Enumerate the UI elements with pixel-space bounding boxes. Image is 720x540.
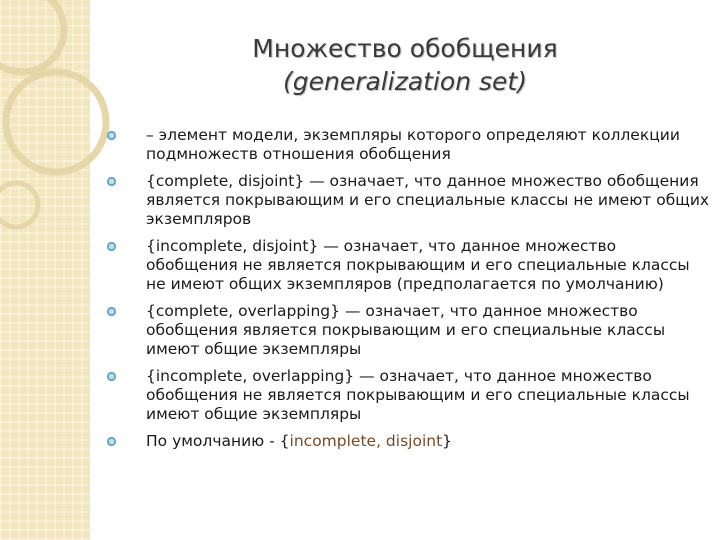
teal-ring-bullet-icon bbox=[106, 436, 117, 447]
bullet-text: – элемент модели, экземпляры которого определяют коллекции подмножеств отношения обобщения bbox=[146, 126, 680, 163]
teal-ring-bullet-icon bbox=[106, 241, 117, 252]
bullet-item bbox=[104, 126, 710, 164]
bullet-item bbox=[104, 432, 710, 451]
teal-ring-bullet-icon bbox=[106, 176, 117, 187]
bullet-item bbox=[104, 172, 710, 229]
bullet-list bbox=[104, 126, 710, 459]
slide-title bbox=[90, 32, 720, 98]
bullet-item bbox=[104, 367, 710, 424]
slide-title-line2: (generalization set) bbox=[283, 67, 527, 96]
teal-ring-bullet-icon bbox=[106, 130, 117, 141]
decorative-circle-large bbox=[0, 0, 64, 72]
bullet-text: {incomplete, overlapping} — означает, что данное множество обобщения не является покрывающим и его специальные классы имеют общие экземпляры bbox=[146, 367, 690, 423]
teal-ring-bullet-icon bbox=[106, 371, 117, 382]
bullet-text-suffix: } bbox=[442, 432, 453, 450]
bullet-item bbox=[104, 237, 710, 294]
default-constraint-highlight: incomplete, disjoint bbox=[289, 432, 443, 450]
bullet-text: {complete, disjoint} — означает, что данное множество обобщения является покрывающим и его специальные классы не имеют общих экземпляров bbox=[146, 172, 710, 228]
bullet-item bbox=[104, 302, 710, 359]
bullet-text: {incomplete, disjoint} — означает, что данное множество обобщения не является покрывающим и его специальные классы не имеют общих экземпляров (предполагается по умолчанию) bbox=[146, 237, 690, 293]
decorative-circle-small bbox=[0, 183, 38, 227]
slide-title-line1: Множество обобщения bbox=[252, 34, 558, 63]
bullet-text-prefix: По умолчанию - { bbox=[146, 432, 290, 450]
bullet-text: {complete, overlapping} — означает, что данное множество обобщения является покрывающим и его специальные классы имеют общие экземпляры bbox=[146, 302, 666, 358]
teal-ring-bullet-icon bbox=[106, 306, 117, 317]
